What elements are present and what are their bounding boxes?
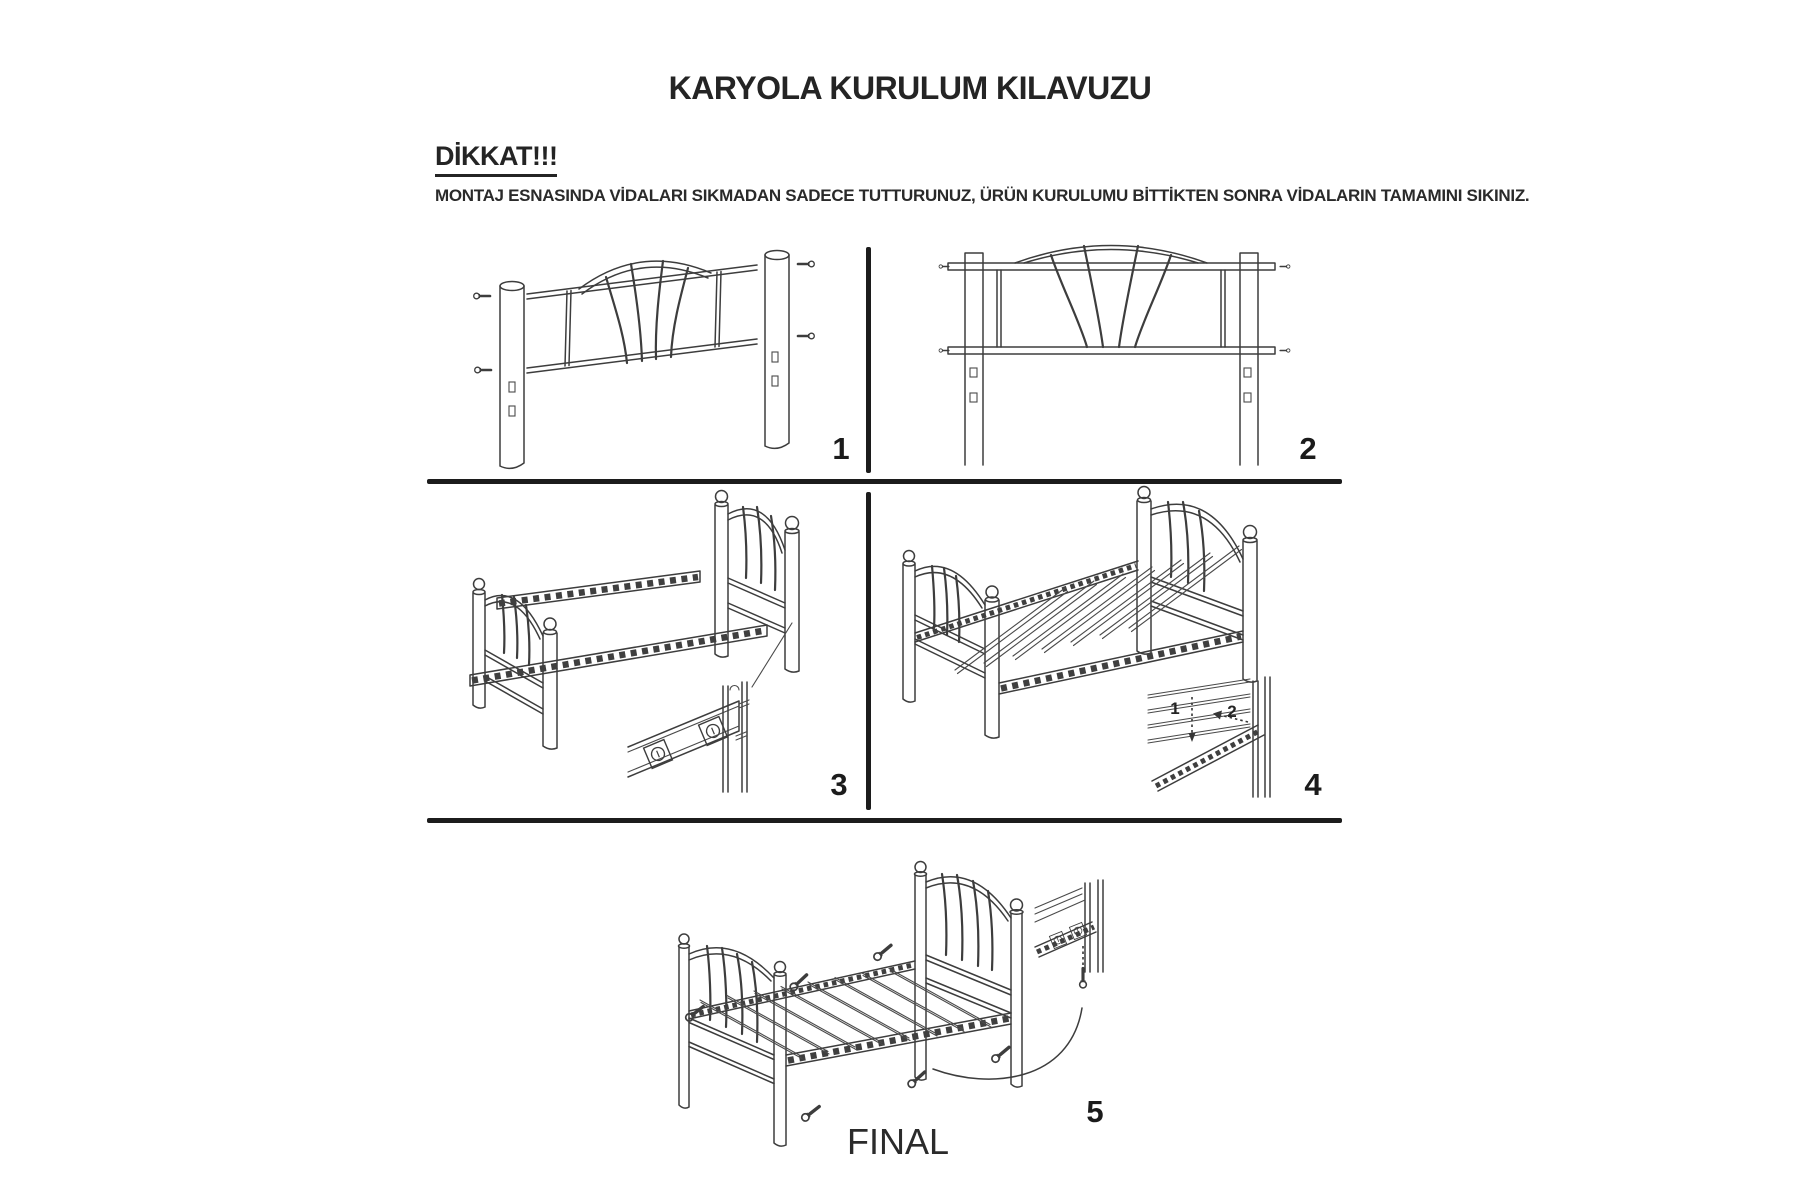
footboard (903, 551, 999, 739)
slat-insert-inset (1148, 677, 1270, 797)
left-post (500, 282, 524, 469)
frame-rails (915, 561, 1243, 694)
warning-heading: DİKKAT!!! (435, 141, 557, 177)
slats (700, 969, 991, 1059)
page-title: KARYOLA KURULUM KILAVUZU (668, 70, 1152, 106)
step-4-number: 4 (1304, 767, 1322, 802)
final-label: FINAL (846, 1121, 950, 1162)
rail-bracket-inset (628, 623, 792, 792)
inset-label-2: 2 (1227, 702, 1237, 721)
side-rails (470, 571, 767, 686)
headboard-grill (527, 261, 757, 373)
step-2-number: 2 (1299, 431, 1317, 466)
step-5-diagram (630, 850, 1140, 1150)
divider-vertical-top (866, 247, 871, 473)
step-3-number: 3 (830, 767, 848, 802)
warning-text: MONTAJ ESNASINDA VİDALARI SIKMADAN SADECE TUTTURUNUZ, ÜRÜN KURULUMU BİTTİKTEN SONRA VİDALARIN TAMAMINI SIKINIZ. (435, 186, 1530, 205)
step-4-diagram (880, 485, 1360, 815)
inset-label-1: 1 (1170, 699, 1180, 718)
step-3-diagram (430, 490, 860, 810)
corner-inset (1035, 880, 1103, 988)
divider-horizontal-upper (427, 479, 1342, 484)
posts (965, 253, 1258, 465)
headboard (915, 862, 1024, 1088)
step-1-diagram (430, 230, 830, 475)
divider-vertical-middle (866, 492, 871, 810)
step-1-number: 1 (832, 431, 850, 466)
headboard (715, 491, 799, 673)
divider-horizontal-lower (427, 818, 1342, 823)
frame-rails (689, 961, 1011, 1066)
step-2-diagram (940, 225, 1300, 475)
arch-and-spokes (997, 246, 1225, 348)
right-post (765, 251, 789, 449)
step-5-number: 5 (1086, 1094, 1104, 1129)
